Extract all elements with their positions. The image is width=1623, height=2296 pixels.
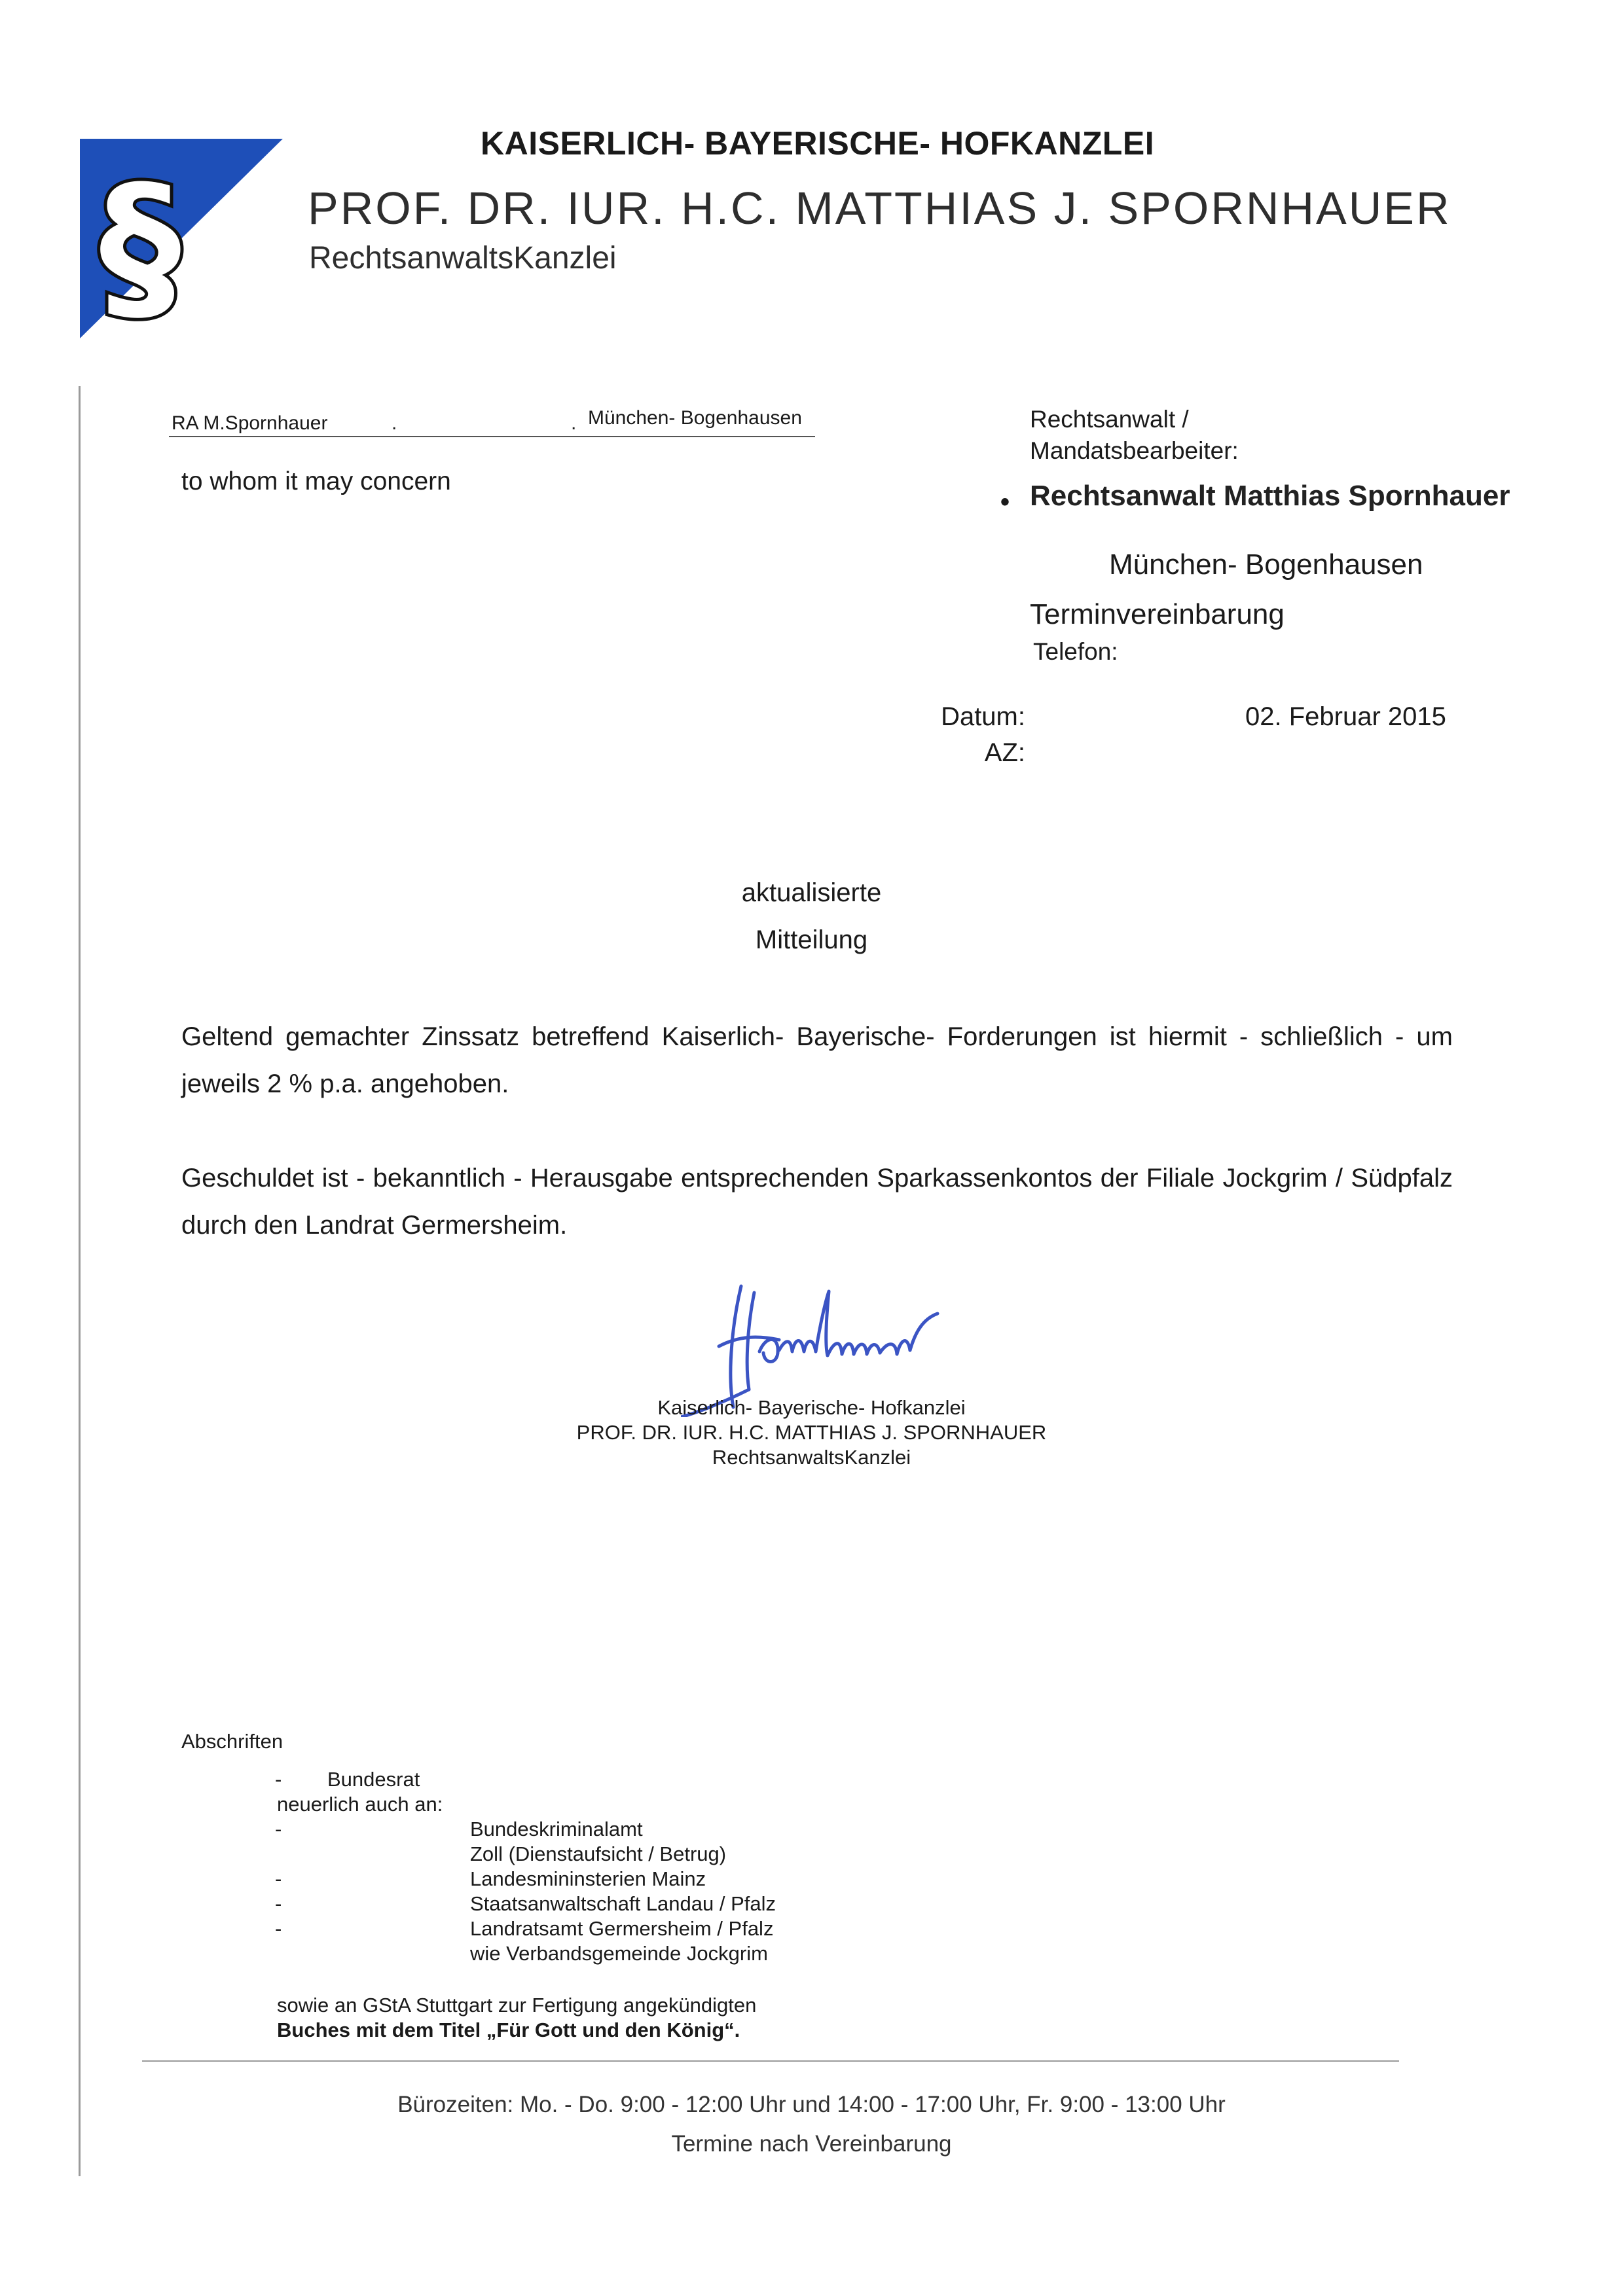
sender-separator: . — [392, 412, 397, 434]
office-hours: Bürozeiten: Mo. - Do. 9:00 - 12:00 Uhr und 14:00 - 17:00 Uhr, Fr. 9:00 - 13:00 Uhr — [397, 2092, 1226, 2117]
date-label: Datum: — [941, 702, 1025, 731]
copy-recipient: Zoll (Dienstaufsicht / Betrug) — [470, 1842, 727, 1865]
sender-separator: . — [571, 412, 577, 434]
appointment-label: Terminvereinbarung — [1030, 598, 1285, 630]
office-subtitle: RechtsanwaltsKanzlei — [309, 241, 617, 276]
reference-label: AZ: — [984, 738, 1025, 767]
body-paragraph: Geschuldet ist - bekanntlich - Herausgabe entsprechenden Sparkassenkontos der Filiale Jockgrim / Südpfalz durch den Landrat Germersheim. — [181, 1164, 1453, 1240]
copy-recipient: wie Verbandsgemeinde Jockgrim — [470, 1942, 768, 1965]
copy-recipient: Staatsanwaltschaft Landau / Pfalz — [470, 1892, 776, 1915]
org-title: KAISERLICH- BAYERISCHE- HOFKANZLEI — [481, 125, 1155, 162]
body-paragraph: Geltend gemachter Zinssatz betreffend Kaiserlich- Bayerische- Forderungen ist hiermit - schließlich - um jeweils 2 % p.a. angehoben. — [181, 1022, 1453, 1098]
sender-place: München- Bogenhausen — [588, 407, 802, 429]
copy-recipient: Landesmininsterien Mainz — [470, 1867, 706, 1890]
list-dash: - — [275, 1768, 282, 1791]
paragraph-sign-icon: § — [99, 151, 181, 338]
left-margin-line — [79, 386, 81, 2176]
attorney-name-title: PROF. DR. IUR. H.C. MATTHIAS J. SPORNHAUER — [308, 183, 1451, 234]
subject-line-1: aktualisierte — [741, 878, 882, 907]
phone-label: Telefon: — [1033, 638, 1118, 665]
list-dash: - — [275, 1818, 282, 1840]
signature-office: RechtsanwaltsKanzlei — [712, 1446, 911, 1469]
list-dash: - — [275, 1917, 282, 1940]
info-label-2: Mandatsbearbeiter: — [1030, 437, 1239, 464]
copies-closing: sowie an GStA Stuttgart zur Fertigung angekündigten — [277, 1994, 757, 2017]
copies-heading: Abschriften — [181, 1730, 283, 1753]
signature-name: PROF. DR. IUR. H.C. MATTHIAS J. SPORNHAUER — [576, 1421, 1047, 1444]
appointment-note: Termine nach Vereinbarung — [671, 2131, 952, 2157]
sender-name: RA M.Spornhauer — [172, 412, 328, 434]
sender-underline — [169, 436, 815, 437]
copy-recipient: Bundeskriminalamt — [470, 1818, 643, 1840]
bullet-icon: • — [1000, 488, 1010, 516]
office-city: München- Bogenhausen — [1109, 548, 1423, 581]
info-label: Rechtsanwalt / — [1030, 406, 1189, 433]
copy-recipient: Bundesrat — [327, 1768, 420, 1791]
handwritten-signature — [681, 1273, 943, 1417]
lawyer-name: Rechtsanwalt Matthias Spornhauer — [1030, 480, 1510, 512]
subject-line-2: Mitteilung — [755, 925, 868, 954]
footer-rule — [142, 2060, 1399, 2062]
date-value: 02. Februar 2015 — [1245, 702, 1446, 731]
copies-also-label: neuerlich auch an: — [277, 1793, 443, 1816]
copies-closing-book-title: Buches mit dem Titel „Für Gott und den König“. — [277, 2018, 740, 2041]
list-dash: - — [275, 1867, 282, 1890]
signature-org: Kaiserlich- Bayerische- Hofkanzlei — [657, 1396, 966, 1419]
list-dash: - — [275, 1892, 282, 1915]
recipient: to whom it may concern — [181, 467, 451, 495]
law-firm-logo — [80, 139, 283, 338]
copy-recipient: Landratsamt Germersheim / Pfalz — [470, 1917, 774, 1940]
